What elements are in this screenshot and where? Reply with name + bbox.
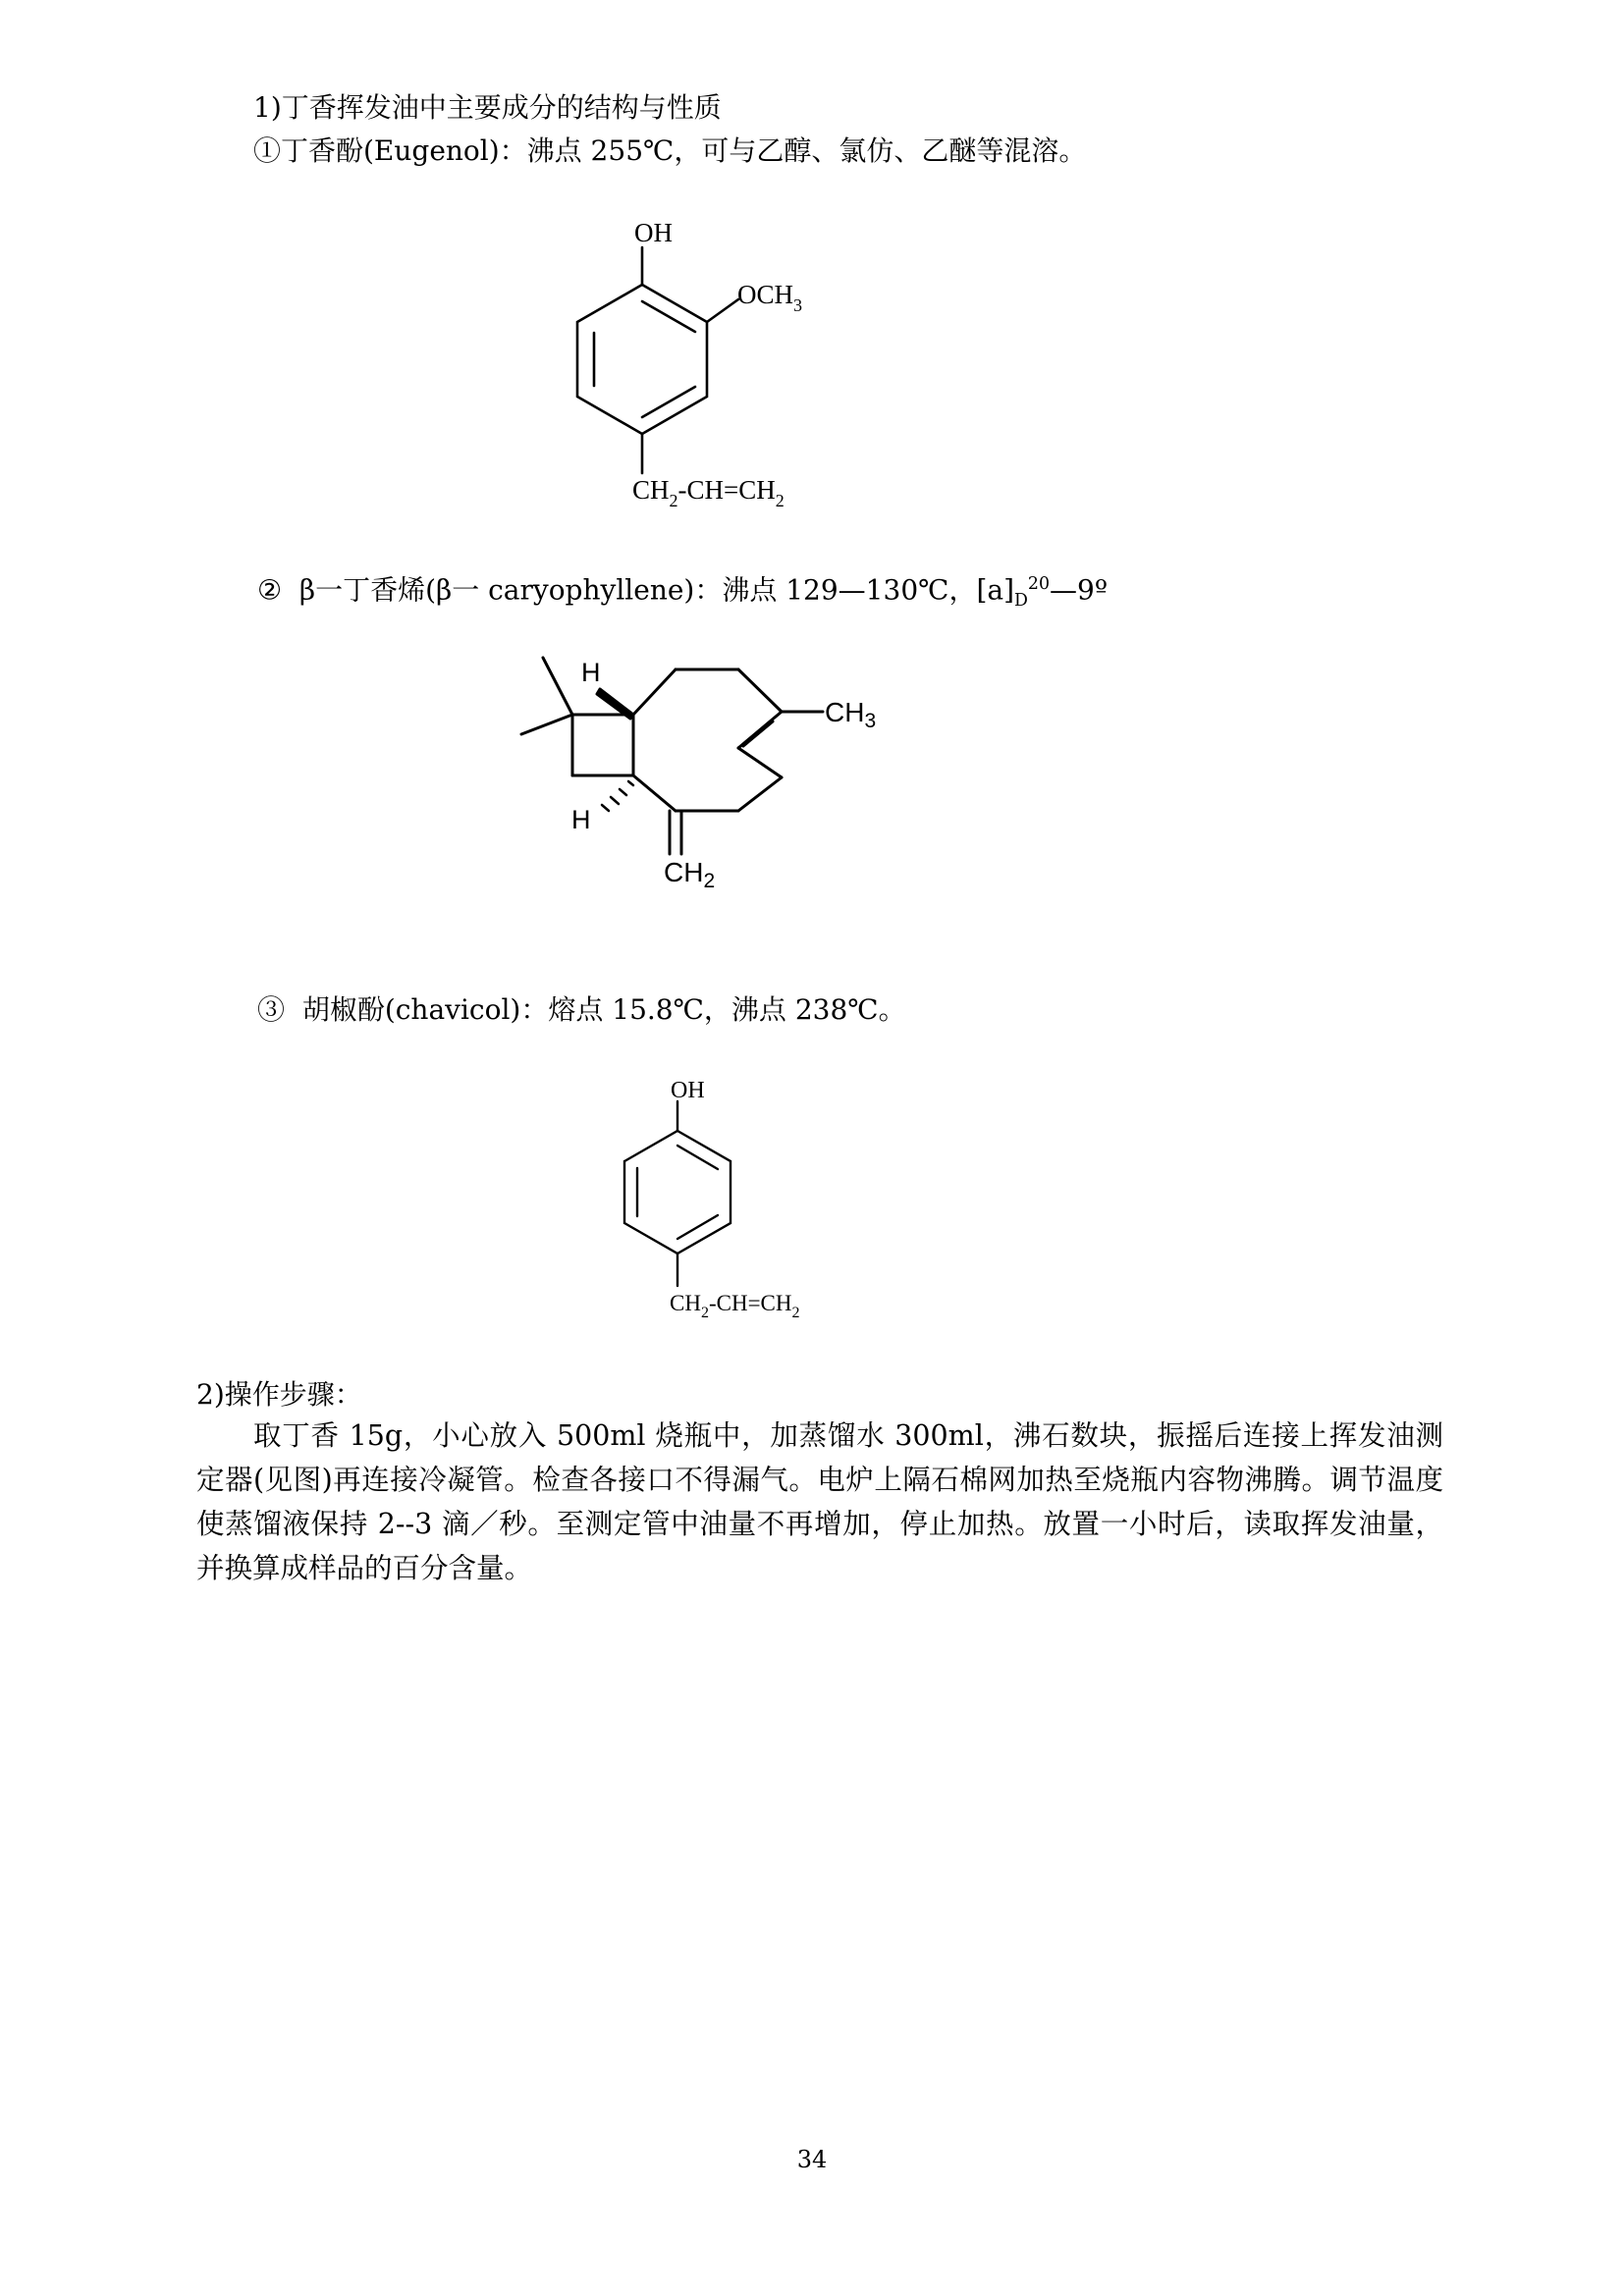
chavicol-chain-p1: CH [670, 1291, 701, 1315]
item2-text: β一丁香烯(β一 caryophyllene)：沸点 129—130℃，[a] [298, 573, 1014, 607]
caryophyllene-ch2-main: CH [664, 857, 704, 887]
eugenol-description: ①丁香酚(Eugenol)：沸点 255℃，可与乙醇、氯仿、乙醚等混溶。 [253, 134, 1087, 167]
chavicol-chain-s2: 2 [791, 1305, 800, 1321]
caryophyllene-ch3-sub: 3 [864, 710, 877, 732]
section2-heading: 2)操作步骤： [196, 1378, 362, 1411]
caryophyllene-ch3-main: CH [825, 697, 865, 727]
item3-marker: ③ [257, 993, 286, 1026]
section1-heading: 1)丁香挥发油中主要成分的结构与性质 [253, 91, 722, 124]
chavicol-chain-s1: 2 [700, 1305, 709, 1321]
item2-sub: D [1014, 590, 1028, 611]
page-number: 34 [796, 2146, 828, 2173]
eugenol-och3-main: OCH [737, 280, 794, 309]
item2-sup: 20 [1027, 574, 1051, 594]
caryophyllene-ch2-sub: 2 [703, 870, 716, 892]
eugenol-oh-label: OH [634, 218, 673, 247]
eugenol-chain-s1: 2 [669, 491, 678, 510]
chavicol-side-chain-label [670, 1291, 800, 1321]
item2-tail: —9º [1050, 573, 1108, 607]
item3-text: 胡椒酚(chavicol)：熔点 15.8℃，沸点 238℃。 [301, 993, 906, 1026]
procedure-paragraph: 取丁香 15g，小心放入 500ml 烧瓶中，加蒸馏水 300ml，沸石数块，振摇后连接上挥发油测定器(见图)再连接冷凝管。检查各接口不得漏气。电炉上隔石棉网加热至烧瓶内容物沸腾。调节温度使蒸馏液保持 2--3 滴／秒。至测定管中油量不再增加，停止加热。放置一小时后，读取挥发油量，并换算成样品的百分含量。 [196, 1419, 1443, 1584]
eugenol-chain-s2: 2 [775, 491, 785, 510]
item2-marker: ② [257, 573, 283, 607]
chavicol-oh-label: OH [671, 1078, 705, 1103]
caryophyllene-h-bottom: H [571, 805, 591, 834]
caryophyllene-h-top: H [581, 658, 601, 687]
chavicol-chain-p2: -CH=CH [708, 1291, 792, 1315]
eugenol-chain-p1: CH [632, 475, 670, 505]
eugenol-och3-sub: 3 [793, 295, 803, 315]
eugenol-chain-p2: -CH=CH [677, 475, 776, 505]
